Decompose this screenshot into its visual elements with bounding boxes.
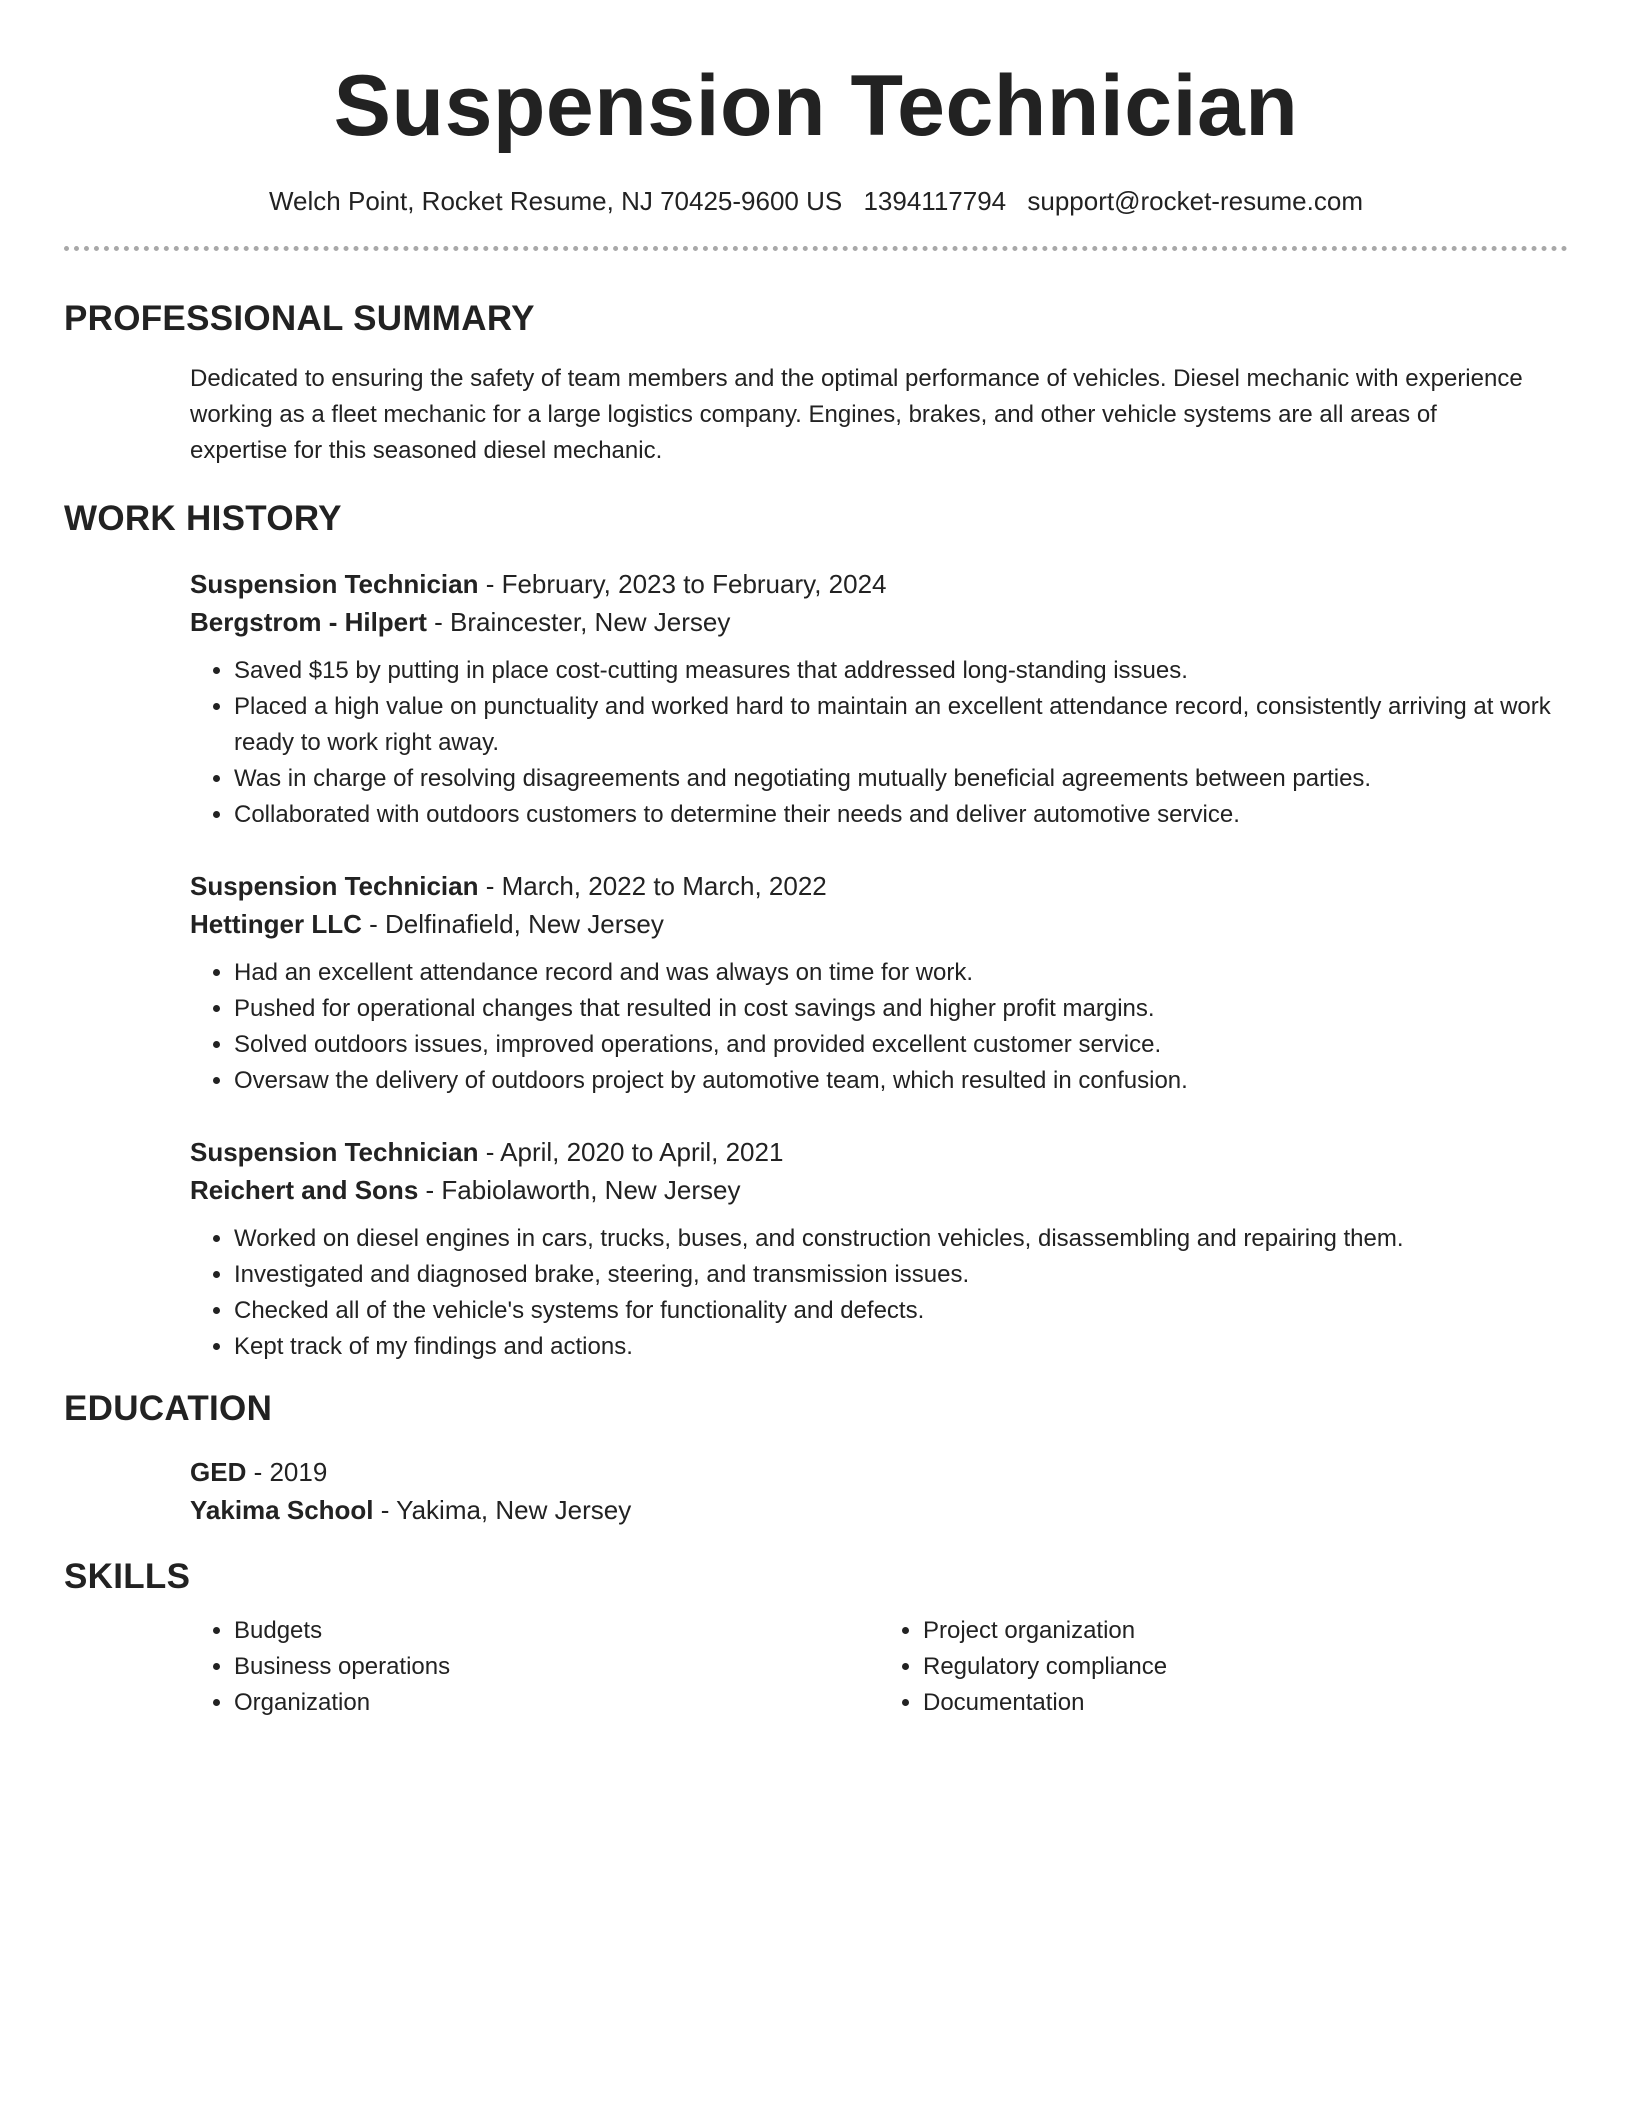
job-dates: - February, 2023 to February, 2024	[478, 569, 887, 599]
job-bullets	[190, 1221, 1568, 1365]
skills-section	[64, 1613, 1568, 1721]
skill-item: • Project organization	[923, 1613, 1568, 1649]
job-location: - Fabiolaworth, New Jersey	[418, 1175, 741, 1205]
job-entry	[190, 565, 1568, 833]
education-school: Yakima School	[190, 1495, 374, 1525]
job-company: Hettinger LLC	[190, 909, 362, 939]
job-title-line	[190, 565, 1568, 603]
list-item: • Investigated and diagnosed brake, steering, and transmission issues.	[234, 1257, 1568, 1293]
list-item: • Had an excellent attendance record and was always on time for work.	[234, 955, 1568, 991]
section-title-education: EDUCATION	[64, 1389, 273, 1428]
list-item: • Was in charge of resolving disagreements and negotiating mutually beneficial agreements between parties.	[234, 761, 1568, 797]
skill-item: • Documentation	[923, 1685, 1568, 1721]
page-title: Suspension Technician	[333, 58, 1299, 154]
education-degree-line	[190, 1453, 1568, 1491]
job-title-line	[190, 1133, 1568, 1171]
job-company-line	[190, 603, 1568, 641]
list-item: • Oversaw the delivery of outdoors project by automotive team, which resulted in confusion.	[234, 1063, 1568, 1099]
contact-line	[64, 184, 1568, 218]
skill-item: • Business operations	[234, 1649, 879, 1685]
header-divider	[64, 246, 1568, 251]
job-entry	[190, 1133, 1568, 1365]
skills-list-left	[190, 1613, 879, 1721]
skills-list-right	[879, 1613, 1568, 1721]
list-item: • Checked all of the vehicle's systems for functionality and defects.	[234, 1293, 1568, 1329]
job-bullets	[190, 955, 1568, 1099]
job-title-line	[190, 867, 1568, 905]
education-year: - 2019	[246, 1457, 328, 1487]
education-school-line	[190, 1491, 1568, 1529]
contact-email: support@rocket-resume.com	[1027, 186, 1363, 216]
education-location: - Yakima, New Jersey	[373, 1495, 632, 1525]
job-location: - Braincester, New Jersey	[426, 607, 731, 637]
summary-text: Dedicated to ensuring the safety of team members and the optimal performance of vehicles. Diesel mechanic with experience working as a fleet mechanic for a large logistics company. Engines, brakes, and other vehicle systems are all areas of expertise for this seasoned diesel mechanic.	[190, 365, 1523, 464]
section-title-work-history: WORK HISTORY	[64, 499, 342, 538]
job-role: Suspension Technician	[190, 1137, 479, 1167]
job-company: Reichert and Sons	[190, 1175, 419, 1205]
list-item: • Saved $15 by putting in place cost-cutting measures that addressed long-standing issues.	[234, 653, 1568, 689]
list-item: • Pushed for operational changes that resulted in cost savings and higher profit margins.	[234, 991, 1568, 1027]
section-title-summary: PROFESSIONAL SUMMARY	[64, 299, 535, 338]
job-dates: - March, 2022 to March, 2022	[478, 871, 827, 901]
contact-address: Welch Point, Rocket Resume, NJ 70425-9600 US	[268, 186, 843, 216]
job-company-line	[190, 905, 1568, 943]
list-item: • Collaborated with outdoors customers to determine their needs and deliver automotive service.	[234, 797, 1568, 833]
list-item: • Kept track of my findings and actions.	[234, 1329, 1568, 1365]
summary-section	[64, 361, 1568, 469]
skills-grid	[190, 1613, 1568, 1721]
education-degree: GED	[190, 1457, 247, 1487]
list-item: • Solved outdoors issues, improved operations, and provided excellent customer service.	[234, 1027, 1568, 1063]
list-item: • Worked on diesel engines in cars, trucks, buses, and construction vehicles, disassembling and repairing them.	[234, 1221, 1568, 1257]
job-entry	[190, 867, 1568, 1099]
job-location: - Delfinafield, New Jersey	[361, 909, 664, 939]
skill-item: • Organization	[234, 1685, 879, 1721]
work-history-section	[64, 565, 1568, 1365]
skill-item: • Budgets	[234, 1613, 879, 1649]
skill-item: • Regulatory compliance	[923, 1649, 1568, 1685]
job-role: Suspension Technician	[190, 871, 479, 901]
job-dates: - April, 2020 to April, 2021	[478, 1137, 784, 1167]
list-item: • Placed a high value on punctuality and worked hard to maintain an excellent attendance record, consistently arriving at work ready to work right away.	[234, 689, 1568, 761]
job-role: Suspension Technician	[190, 569, 479, 599]
section-title-skills: SKILLS	[64, 1557, 191, 1596]
education-section	[64, 1453, 1568, 1529]
job-company-line	[190, 1171, 1568, 1209]
contact-phone: 1394117794	[863, 186, 1007, 216]
job-company: Bergstrom - Hilpert	[190, 607, 427, 637]
job-bullets	[190, 653, 1568, 833]
